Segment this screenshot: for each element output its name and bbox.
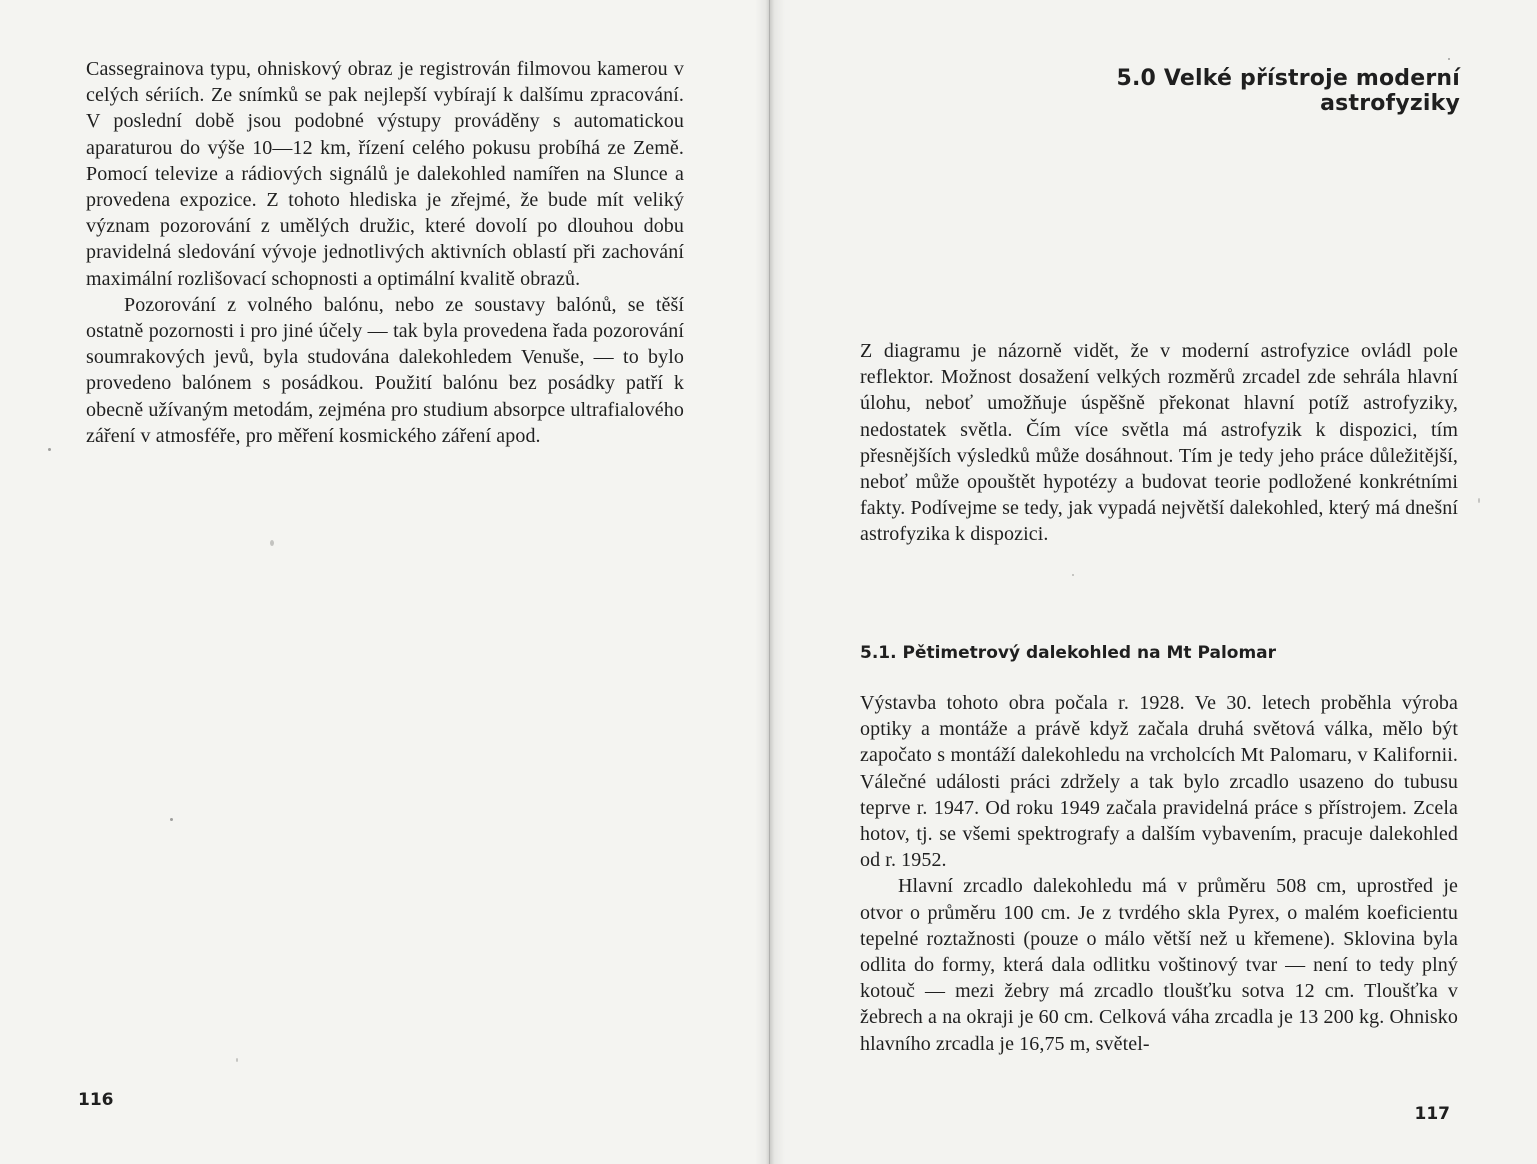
section-paragraph-2: Hlavní zrcadlo dalekohledu má v průměru 508 cm, uprostřed je otvor o průměru 100 cm. Je z tvrdého skla Pyrex, o malém koeficientu tepelné roztažnosti (pouze o málo větší než u křemene). Sklovina byla odlita do formy, která dala odlitku voštinový tvar — není to tedy plný kotouč — mezi žebry má zrcadlo tloušťku sotva 12 cm. Tloušťka v žebrech a na okraji je 60 cm. Celková váha zrcadla je 13 200 kg. Ohnisko hlavního zrcadla je 16,75 m, světel- (860, 875, 1458, 1055)
left-paragraph-1: Cassegrainova typu, ohniskový obraz je registrován filmovou kamerou v celých sériích. Ze snímků se pak nejlepší vybírají k dalšímu zpracování. V poslední době jsou podobné výstupy prováděny s automatickou aparaturou do výše 10—12 km, řízení celého pokusu probíhá ze Země. Pomocí televize a rádiových signálů je dalekohled namířen na Slunce a provedena expozice. Z tohoto hlediska je zřejmé, že bude mít veliký význam pozorování z umělých družic, které dovolí po dlouhou dobu pravidelná sledování vývoje jednotlivých aktivních oblastí při zachování maximální rozlišovací schopnosti a optimální kvalitě obrazů. (86, 58, 684, 290)
chapter-title: 5.0 Velké přístroje moderní astrofyziky (1116, 66, 1460, 116)
paper-speck (1448, 58, 1450, 60)
left-page (0, 0, 768, 1164)
section-title: 5.1. Pětimetrový dalekohled na Mt Palomar (860, 643, 1277, 663)
right-page-number: 117 (1414, 1104, 1450, 1124)
paper-speck (236, 1058, 238, 1062)
book-gutter-shadow (755, 0, 785, 1164)
left-paragraph-2: Pozorování z volného balónu, nebo ze soustavy balónů, se těší ostatně pozornosti i pro jiné účely — tak byla provedena řada pozorování soumrakových jevů, byla studována dalekohledem Venuše, — to bylo provedeno balónem s posádkou. Použití balónu bez posádky patří k obecně užívaným metodám, zejména pro studium absorpce ultrafialového záření v atmosféře, pro měření kosmického záření apod. (86, 293, 684, 447)
paper-speck (1478, 498, 1480, 503)
right-page-section-body (860, 690, 1458, 1057)
intro-paragraph: Z diagramu je názorně vidět, že v moderní astrofyzice ovládl pole reflektor. Možnost dosažení velkých rozměrů zrcadel zde sehrála hlavní úlohu, neboť umožňuje úspěšně překonat hlavní potíž astrofyziky, nedostatek světla. Čím více světla má astrofyzik k dispozici, tím přesnějších výsledků může dosáhnout. Tím je tedy jeho práce důležitější, neboť může opouštět hypotézy a budovat teorie podložené konkrétními fakty. Podívejme se tedy, jak vypadá největší dalekohled, který má dnešní astrofyzika k dispozici. (860, 340, 1458, 546)
paper-speck (270, 540, 274, 546)
left-page-body (86, 56, 684, 449)
book-gutter-line (769, 0, 770, 1164)
section-paragraph-1: Výstavba tohoto obra počala r. 1928. Ve 30. letech proběhla výroba optiky a montáže a právě když začala druhá světová válka, mělo být započato s montáží dalekohledu na vrcholcích Mt Palomaru, v Kalifornii. Válečné události práci zdržely a tak bylo zrcadlo usazeno do tubusu teprve r. 1947. Od roku 1949 začala pravidelná práce s přístrojem. Zcela hotov, tj. se všemi spektrografy a dalším vybavením, pracuje dalekohled od r. 1952. (860, 692, 1458, 872)
paper-speck (1072, 574, 1074, 576)
right-page-intro (860, 338, 1458, 548)
paper-speck (48, 448, 51, 451)
left-page-number: 116 (78, 1090, 114, 1110)
paper-speck (170, 818, 173, 821)
